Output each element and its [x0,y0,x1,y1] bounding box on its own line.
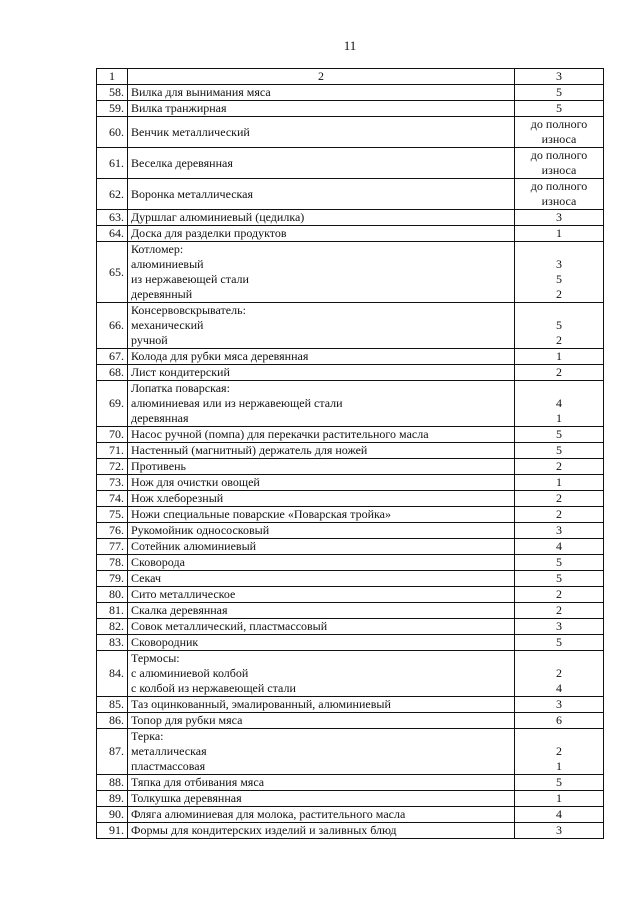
table-row [97,635,604,651]
item-name [128,179,515,210]
item-norm [515,775,604,791]
table-row [97,179,604,210]
item-norm [515,555,604,571]
item-norm [515,365,604,381]
item-norm-line: 1 [556,226,562,240]
item-norm-line: 5 [556,775,562,789]
item-norm-line [518,729,600,744]
row-number: 78. [97,555,128,571]
item-norm-line: 2 [556,666,562,680]
item-norm-line: 2 [556,507,562,521]
item-name-line: Нож для очистки овощей [131,475,260,489]
row-number: 67. [97,349,128,365]
row-number: 61. [97,148,128,179]
item-name [128,539,515,555]
header-col-number: 1 [97,69,128,85]
item-name [128,101,515,117]
item-norm [515,619,604,635]
item-name-line: Вилка для вынимания мяса [131,85,271,99]
table-row [97,117,604,148]
item-name [128,210,515,226]
table-row [97,427,604,443]
item-name-line: Котломер: [131,242,184,256]
item-name-line: Доска для разделки продуктов [131,226,287,240]
item-name-line: Настенный (магнитный) держатель для ножей [131,443,368,457]
item-name [128,491,515,507]
item-name-line: Тяпка для отбивания мяса [131,775,265,789]
item-name-line: Насос ручной (помпа) для перекачки растительного масла [131,427,429,441]
item-norm [515,427,604,443]
table-row [97,823,604,839]
item-name [128,603,515,619]
row-number: 64. [97,226,128,242]
item-norm-line: до полного [530,117,588,131]
item-norm [515,491,604,507]
item-norm-line: 1 [556,759,562,773]
item-norm [515,349,604,365]
table-row [97,226,604,242]
item-name-line: Терка: [131,729,164,743]
item-name [128,619,515,635]
item-norm [515,807,604,823]
table-row [97,381,604,427]
row-number: 73. [97,475,128,491]
item-norm [515,85,604,101]
item-norm [515,381,604,427]
table-row [97,697,604,713]
item-name [128,571,515,587]
item-name-line: Противень [131,459,186,473]
row-number: 81. [97,603,128,619]
table-row [97,210,604,226]
item-name-line: Совок металлический, пластмассовый [131,619,328,633]
item-name-line: Сито металлическое [131,587,236,601]
item-name-line: Скалка деревянная [131,603,228,617]
item-norm-line: 5 [556,272,562,286]
table-row [97,619,604,635]
item-norm [515,101,604,117]
item-norm-line: 2 [556,744,562,758]
item-name [128,713,515,729]
item-norm-line: 5 [556,555,562,569]
item-name-line: Толкушка деревянная [131,791,242,805]
item-norm-line: 2 [556,491,562,505]
item-norm-line [518,242,600,257]
item-norm [515,603,604,619]
item-norm-line [518,381,600,396]
table-row [97,729,604,775]
item-norm-line: до полного [530,148,588,162]
item-name [128,381,515,427]
item-norm [515,459,604,475]
item-name-line: Дуршлаг алюминиевый (цедилка) [131,210,305,224]
row-number: 71. [97,443,128,459]
item-name [128,148,515,179]
item-name-line: алюминиевая или из нержавеющей стали [131,396,343,410]
row-number: 84. [97,651,128,697]
table-header-row [97,69,604,85]
item-norm-line: 2 [556,603,562,617]
item-norm-line: 4 [556,539,562,553]
item-name [128,651,515,697]
item-name-line: Секач [131,571,162,585]
table-row [97,651,604,697]
row-number: 79. [97,571,128,587]
header-col-norm: 3 [515,69,604,85]
table-row [97,713,604,729]
item-name [128,427,515,443]
row-number: 62. [97,179,128,210]
item-norm-line: 2 [556,333,562,347]
item-name-line: Формы для кондитерских изделий и заливных блюд [131,823,397,837]
row-number: 85. [97,697,128,713]
table-row [97,365,604,381]
row-number: 69. [97,381,128,427]
row-number: 89. [97,791,128,807]
item-name [128,242,515,303]
item-norm-line: 3 [556,523,562,537]
item-name-line: Сотейник алюминиевый [131,539,257,553]
table-row [97,349,604,365]
item-norm [515,729,604,775]
item-name [128,555,515,571]
row-number: 70. [97,427,128,443]
item-norm-line: 3 [556,210,562,224]
row-number: 77. [97,539,128,555]
item-name-line: ручной [131,333,168,347]
item-name-line: металлическая [131,744,207,758]
item-norm-line: износа [541,163,577,177]
item-norm-line: 2 [556,365,562,379]
item-norm-line: 5 [556,443,562,457]
row-number: 74. [97,491,128,507]
item-name-line: с колбой из нержавеющей стали [131,681,296,695]
table-row [97,571,604,587]
table-row [97,491,604,507]
item-name-line: пластмассовая [131,759,206,773]
item-name-line: Фляга алюминиевая для молока, растительного масла [131,807,406,821]
row-number: 58. [97,85,128,101]
item-name-line: алюминиевый [131,257,204,271]
row-number: 60. [97,117,128,148]
item-norm-line: 2 [556,587,562,601]
item-name-line: Консервовскрыватель: [131,303,246,317]
table-row [97,443,604,459]
table-row [97,791,604,807]
item-name [128,226,515,242]
item-name-line: Сковорода [131,555,185,569]
item-norm [515,443,604,459]
item-norm-line: 4 [556,681,562,695]
item-norm [515,523,604,539]
row-number: 65. [97,242,128,303]
row-number: 76. [97,523,128,539]
item-name-line: Вилка транжирная [131,101,227,115]
item-name-line: Колода для рубки мяса деревянная [131,349,309,363]
row-number: 72. [97,459,128,475]
item-name-line: Воронка металлическая [131,186,254,201]
item-norm [515,148,604,179]
table-row [97,242,604,303]
item-norm-line: 3 [556,619,562,633]
item-norm-line: 4 [556,807,562,821]
table-row [97,148,604,179]
item-name-line: из нержавеющей стали [131,272,249,286]
item-name [128,729,515,775]
item-norm-line: до полного [530,179,588,193]
item-norm-line: 3 [556,257,562,271]
item-norm [515,475,604,491]
table-row [97,475,604,491]
row-number: 86. [97,713,128,729]
table-row [97,555,604,571]
item-norm-line: износа [541,132,577,146]
item-name [128,507,515,523]
item-norm-line: 1 [556,475,562,489]
item-norm [515,226,604,242]
row-number: 82. [97,619,128,635]
item-name-line: Рукомойник однососковый [131,523,270,537]
item-name-line: Термосы: [131,651,180,665]
item-norm [515,571,604,587]
item-norm [515,539,604,555]
item-name-line: механический [131,318,204,332]
item-name [128,459,515,475]
row-number: 63. [97,210,128,226]
item-name-line: Сковородник [131,635,199,649]
item-norm-line: 5 [556,318,562,332]
table-row [97,303,604,349]
item-name-line: Топор для рубки мяса [131,713,243,727]
row-number: 90. [97,807,128,823]
table-row [97,459,604,475]
item-name [128,635,515,651]
item-name [128,791,515,807]
item-name [128,523,515,539]
item-norm [515,117,604,148]
item-name-line: Лопатка поварская: [131,381,230,395]
item-name-line: с алюминиевой колбой [131,666,249,680]
table-row [97,775,604,791]
item-norm [515,651,604,697]
item-norm-line: 2 [556,287,562,301]
table-row [97,807,604,823]
item-name [128,117,515,148]
row-number: 68. [97,365,128,381]
item-name-line: Лист кондитерский [131,365,230,379]
item-norm [515,242,604,303]
row-number: 91. [97,823,128,839]
item-norm-line: 5 [556,101,562,115]
item-norm-line: 5 [556,635,562,649]
item-norm [515,791,604,807]
item-norm-line: 3 [556,697,562,711]
row-number: 88. [97,775,128,791]
table-row [97,101,604,117]
item-norm-line: износа [541,194,577,208]
item-name [128,587,515,603]
item-norm-line [518,303,600,318]
item-name [128,365,515,381]
item-name-line: Ножи специальные поварские «Поварская тройка» [131,507,391,521]
item-norm-line: 1 [556,411,562,425]
item-name [128,775,515,791]
row-number: 83. [97,635,128,651]
item-norm [515,179,604,210]
item-norm [515,697,604,713]
item-norm [515,823,604,839]
item-norm [515,507,604,523]
item-norm-line: 6 [556,713,562,727]
item-name [128,349,515,365]
item-norm-line: 1 [556,349,562,363]
item-name [128,697,515,713]
item-name-line: Нож хлеборезный [131,491,224,505]
item-name-line: Веселка деревянная [131,155,233,170]
table-row [97,603,604,619]
item-norm-line: 5 [556,571,562,585]
item-norm-line: 4 [556,396,562,410]
page-number: 11 [343,38,357,53]
table-row [97,523,604,539]
item-norm [515,587,604,603]
row-number: 59. [97,101,128,117]
item-name [128,443,515,459]
table-row [97,85,604,101]
item-name [128,807,515,823]
item-norm [515,635,604,651]
equipment-table [96,68,604,839]
item-name-line: Таз оцинкованный, эмалированный, алюминиевый [131,697,391,711]
item-name [128,475,515,491]
item-name-line: Венчик металлический [131,124,250,139]
item-norm-line: 1 [556,791,562,805]
row-number: 75. [97,507,128,523]
table-row [97,587,604,603]
item-norm [515,713,604,729]
table-row [97,539,604,555]
item-name-line: деревянная [131,411,189,425]
table-row [97,507,604,523]
item-norm-line [518,651,600,666]
item-norm [515,303,604,349]
row-number: 66. [97,303,128,349]
row-number: 87. [97,729,128,775]
item-name [128,303,515,349]
item-norm-line: 3 [556,823,562,837]
row-number: 80. [97,587,128,603]
header-col-name: 2 [128,69,515,85]
item-norm-line: 5 [556,85,562,99]
item-name [128,823,515,839]
item-norm [515,210,604,226]
item-name-line: деревянный [131,287,193,301]
item-name [128,85,515,101]
item-norm-line: 2 [556,459,562,473]
item-norm-line: 5 [556,427,562,441]
